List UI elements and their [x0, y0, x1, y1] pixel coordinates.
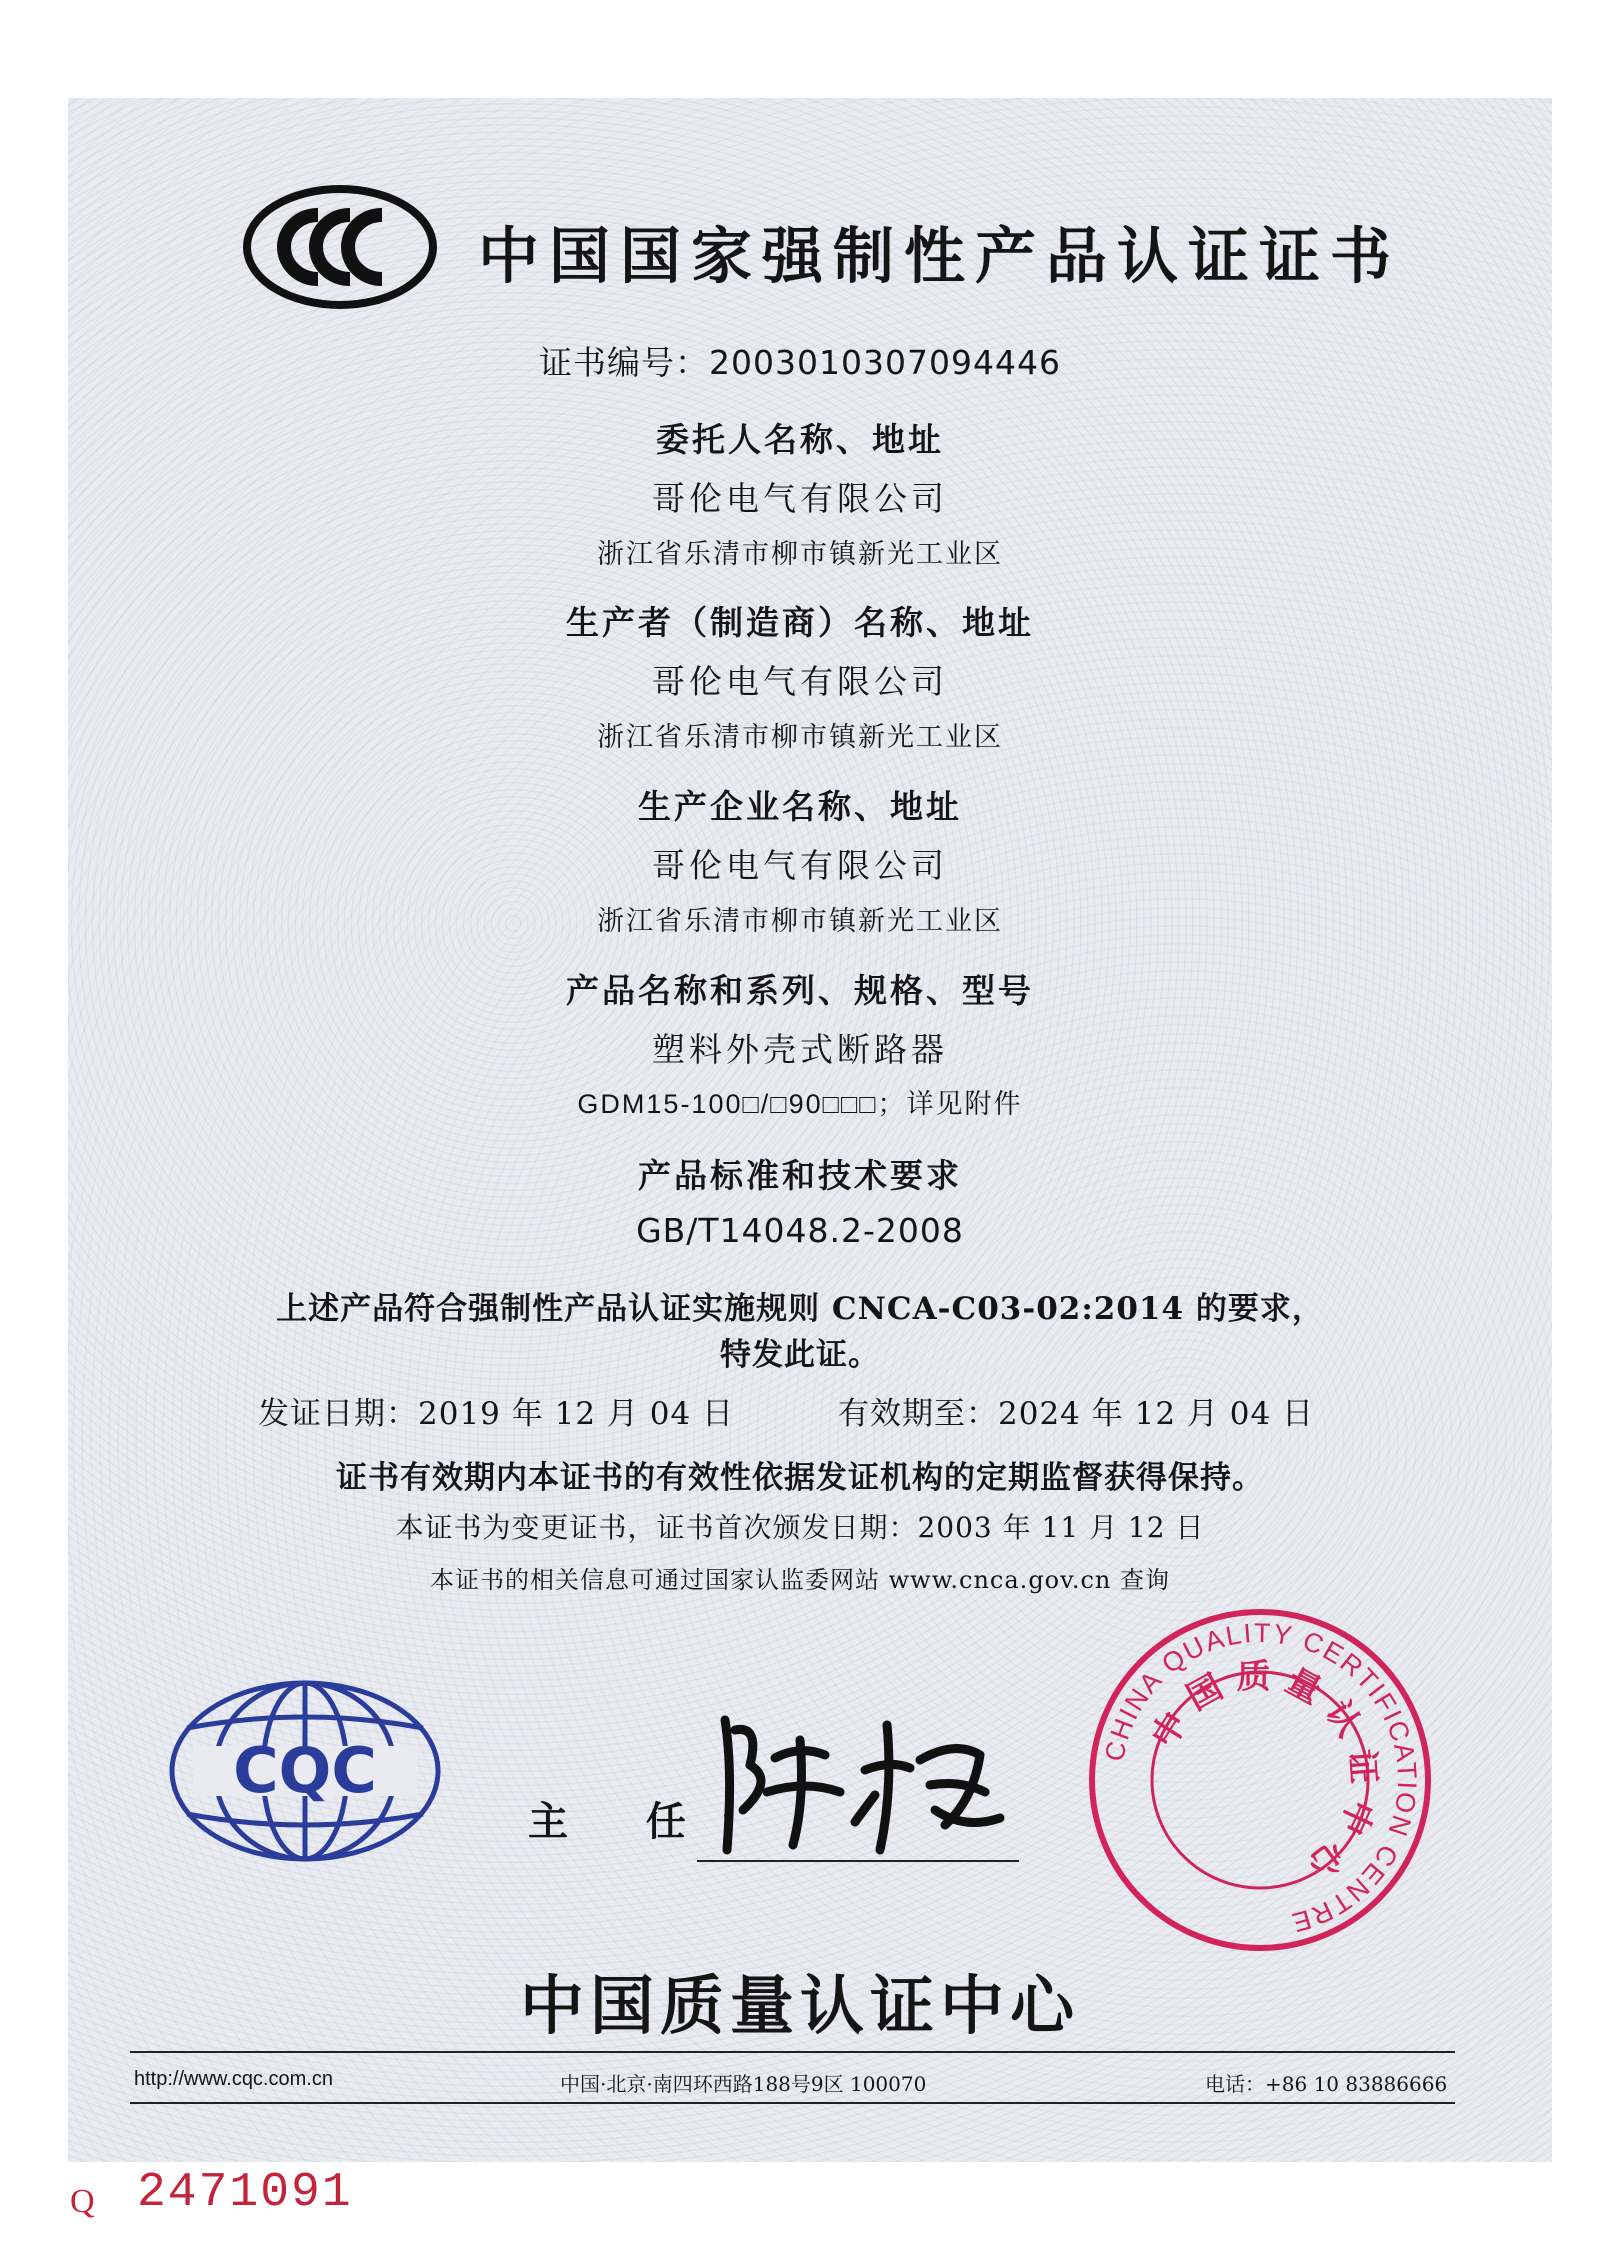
- manufacturer-address: 浙江省乐清市柳市镇新光工业区: [597, 722, 1003, 753]
- issue-statement: 特发此证。: [720, 1337, 880, 1373]
- factory-heading: 生产企业名称、地址: [638, 787, 962, 826]
- issuer-name: 中国质量认证中心: [520, 1970, 1080, 2044]
- signature-line: [697, 1860, 1019, 1862]
- director-label: 主 任：: [528, 1798, 790, 1845]
- footer-phone: 电话：+86 10 83886666: [1205, 2072, 1448, 2096]
- director-signature: [705, 1700, 1015, 1860]
- manufacturer-name: 哥伦电气有限公司: [652, 662, 948, 701]
- svg-text:中国质量认证中心: [1144, 1657, 1385, 1892]
- certification-seal: [1085, 1605, 1435, 1955]
- client-address: 浙江省乐清市柳市镇新光工业区: [597, 539, 1003, 570]
- client-heading: 委托人名称、地址: [656, 420, 944, 459]
- cqc-logo-text: CQC: [233, 1734, 377, 1807]
- serial-prefix: Q: [70, 2183, 95, 2220]
- product-name: 塑料外壳式断路器: [652, 1030, 948, 1069]
- certificate-number-label: 证书编号：: [539, 343, 710, 382]
- factory-name: 哥伦电气有限公司: [652, 846, 948, 885]
- product-model: GDM15-100□/□90□□□；详见附件: [577, 1089, 1023, 1119]
- footer-rule-bottom: [130, 2102, 1455, 2104]
- seal-inner-text: 中国质量认证中心: [1143, 1656, 1385, 1893]
- footer-website[interactable]: http://www.cqc.com.cn: [134, 2068, 333, 2090]
- footer-address: 中国·北京·南四环西路188号9区 100070: [560, 2072, 927, 2096]
- manufacturer-heading: 生产者（制造商）名称、地址: [566, 603, 1034, 642]
- website-note: 本证书的相关信息可通过国家认监委网站 www.cnca.gov.cn 查询: [430, 1566, 1170, 1594]
- serial-number: 2471091: [137, 2166, 353, 2220]
- certificate-title: 中国国家强制性产品认证证书: [478, 221, 1402, 292]
- expiry-date: 有效期至：2024 年 12 月 04 日: [838, 1396, 1315, 1432]
- change-note: 本证书为变更证书，证书首次颁发日期：2003 年 11 月 12 日: [395, 1511, 1205, 1544]
- cqc-logo: [165, 1676, 445, 1866]
- certificate-number: [0, 337, 1600, 384]
- factory-address: 浙江省乐清市柳市镇新光工业区: [597, 906, 1003, 937]
- certificate-number-value: 2003010307094446: [709, 343, 1061, 382]
- validity-note: 证书有效期内本证书的有效性依据发证机构的定期监督获得保持。: [336, 1460, 1264, 1496]
- standard-heading: 产品标准和技术要求: [638, 1156, 962, 1195]
- issue-date: 发证日期：2019 年 12 月 04 日: [258, 1396, 735, 1432]
- standard-value: GB/T14048.2-2008: [636, 1211, 964, 1250]
- ccc-logo: [240, 182, 440, 312]
- footer-rule-top: [130, 2051, 1455, 2053]
- product-heading: 产品名称和系列、规格、型号: [566, 971, 1034, 1010]
- compliance-statement: 上述产品符合强制性产品认证实施规则 CNCA-C03-02:2014 的要求，: [276, 1291, 1324, 1327]
- seal-outer-text: CHINA QUALITY CERTIFICATION CENTRE: [1099, 1617, 1423, 1939]
- client-name: 哥伦电气有限公司: [652, 479, 948, 518]
